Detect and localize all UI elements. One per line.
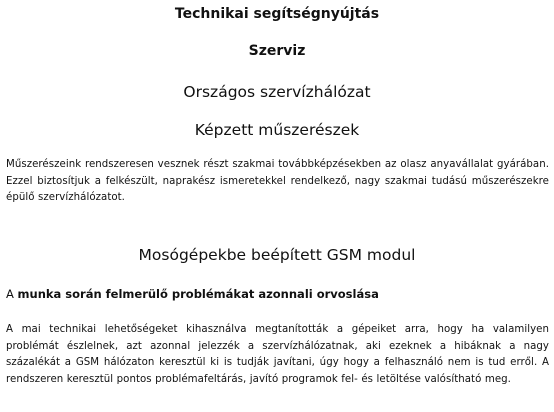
gsm-subheading (6, 286, 549, 302)
gsm-subheading-bold: munka során felmerülő problémákat azonnali orvoslása (17, 287, 379, 301)
section-heading-gsm-module: Mosógépekbe beépített GSM modul (138, 246, 416, 264)
technicians-paragraph: Műszerészeink rendszeresen vesznek részt szakmai továbbképzésekben az olasz anyavállalat gyárában. Ezzel biztosítjuk a felkészült, naprakész ismeretekkel rendelkező, nagy szakmai tudású műszerészekre épülő szervízhálózatot. (6, 159, 549, 203)
gsm-paragraph: A mai technikai lehetőségeket kihasználva megtanították a gépeiket arra, hogy ha valamilyen problémát észlelnek, azt azonnal jelezzék a szervízhálózatnak, aki ezeknek a hibáknak a nagy százalékát a GSM hálózaton keresztül ki is tudják javítani, úgy hogy a felhasználó nem is tud erről. A rendszeren keresztül pontos problémafeltárás, javító programok fel- és letöltése valósítható meg. (6, 324, 549, 385)
section-heading-network: Országos szervízhálózat (183, 83, 371, 101)
document-subtitle: Szerviz (248, 43, 306, 59)
document-title: Technikai segítségnyújtás (174, 6, 380, 22)
gsm-subheading-prefix: A (6, 287, 18, 301)
section-subheading-technicians: Képzett műszerészek (194, 121, 360, 139)
